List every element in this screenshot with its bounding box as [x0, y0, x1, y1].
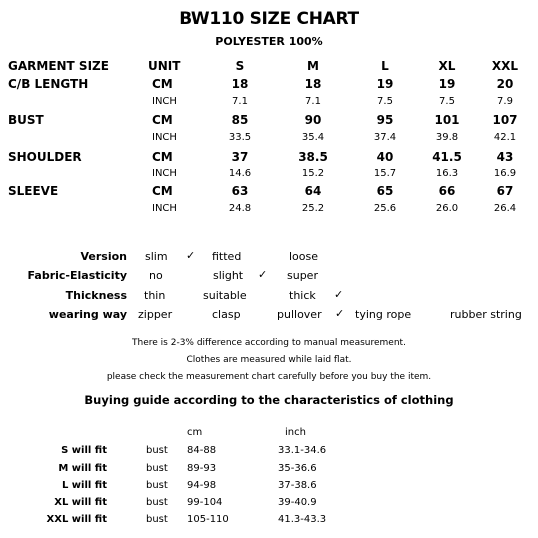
cell-cb-inch-s: 7.1 — [232, 96, 248, 107]
attr-label-thickness: Thickness — [65, 289, 127, 302]
attr-option: tying rope — [355, 308, 412, 321]
attr-label-fabric-elasticity: Fabric-Elasticity — [27, 269, 127, 282]
cell-bust-cm-xxl: 107 — [492, 113, 518, 127]
cell-sleeve-inch-xl: 26.0 — [435, 203, 459, 214]
attr-option: thin — [144, 289, 166, 302]
cell-bust-cm-l: 95 — [376, 113, 394, 127]
guide-row-part: bust — [146, 463, 168, 474]
attr-label-version: Version — [80, 250, 127, 263]
cell-shoulder-inch-m: 15.2 — [301, 168, 325, 179]
cell-shoulder-inch-xxl: 16.9 — [493, 168, 517, 179]
guide-row-label: S will fit — [61, 445, 107, 456]
note-line: please check the measurement chart carefully before you buy the item. — [106, 372, 432, 382]
cell-cb-cm-xxl: 20 — [496, 77, 514, 91]
header-garment-size: GARMENT SIZE — [8, 59, 109, 73]
attr-option: slight — [213, 269, 244, 282]
chart-subtitle: POLYESTER 100% — [215, 35, 323, 48]
row-label-sleeve: SLEEVE — [8, 184, 59, 198]
row-label-cb-length: C/B LENGTH — [8, 77, 89, 91]
unit-inch: INCH — [152, 203, 177, 214]
cell-sleeve-cm-xl: 66 — [438, 184, 456, 198]
attr-option: suitable — [203, 289, 247, 302]
guide-row-label: XL will fit — [54, 497, 107, 508]
attr-option: super — [287, 269, 318, 282]
attr-option: thick — [289, 289, 316, 302]
cell-bust-inch-s: 33.5 — [228, 132, 252, 143]
check-icon: ✓ — [335, 307, 345, 320]
guide-row-part: bust — [146, 497, 168, 508]
cell-sleeve-inch-xxl: 26.4 — [493, 203, 517, 214]
guide-col-cm: cm — [187, 427, 203, 438]
check-icon: ✓ — [186, 249, 196, 262]
guide-row-cm: 89-93 — [187, 463, 217, 474]
header-size-l: L — [381, 59, 389, 73]
header-size-xxl: XXL — [491, 59, 519, 73]
unit-inch: INCH — [152, 168, 177, 179]
guide-row-part: bust — [146, 445, 168, 456]
attr-option: zipper — [138, 308, 173, 321]
row-label-shoulder: SHOULDER — [8, 150, 82, 164]
attr-label-wearing-way: wearing way — [48, 308, 127, 321]
cell-shoulder-cm-m: 38.5 — [298, 150, 328, 164]
guide-row-inch: 41.3-43.3 — [278, 514, 327, 525]
guide-row-part: bust — [146, 514, 168, 525]
note-line: There is 2-3% difference according to manual measurement. — [132, 338, 406, 348]
cell-cb-cm-m: 18 — [304, 77, 322, 91]
cell-shoulder-inch-l: 15.7 — [373, 168, 397, 179]
cell-cb-inch-m: 7.1 — [305, 96, 321, 107]
cell-sleeve-cm-m: 64 — [304, 184, 322, 198]
unit-cm: CM — [152, 77, 173, 91]
check-icon: ✓ — [334, 288, 344, 301]
cell-sleeve-cm-l: 65 — [376, 184, 394, 198]
cell-shoulder-inch-s: 14.6 — [228, 168, 252, 179]
attr-option: pullover — [277, 308, 322, 321]
unit-inch: INCH — [152, 132, 177, 143]
guide-row-part: bust — [146, 480, 168, 491]
cell-sleeve-cm-s: 63 — [231, 184, 249, 198]
attr-option: rubber string — [450, 308, 522, 321]
cell-bust-cm-s: 85 — [231, 113, 249, 127]
check-icon: ✓ — [258, 268, 268, 281]
cell-cb-inch-xl: 7.5 — [439, 96, 455, 107]
attr-option: no — [149, 269, 163, 282]
guide-row-cm: 99-104 — [187, 497, 223, 508]
cell-sleeve-inch-s: 24.8 — [228, 203, 252, 214]
guide-row-label: XXL will fit — [46, 514, 107, 525]
header-size-s: S — [235, 59, 245, 73]
cell-sleeve-inch-m: 25.2 — [301, 203, 325, 214]
note-line: Clothes are measured while laid flat. — [186, 355, 352, 365]
guide-row-cm: 105-110 — [187, 514, 229, 525]
unit-cm: CM — [152, 150, 173, 164]
guide-row-inch: 35-36.6 — [278, 463, 317, 474]
chart-title: BW110 SIZE CHART — [179, 9, 359, 29]
cell-shoulder-cm-xxl: 43 — [496, 150, 514, 164]
buying-guide-title: Buying guide according to the characteristics of clothing — [84, 393, 454, 407]
attr-option: loose — [289, 250, 319, 263]
cell-shoulder-cm-l: 40 — [376, 150, 394, 164]
cell-bust-inch-m: 35.4 — [301, 132, 325, 143]
header-unit: UNIT — [148, 59, 181, 73]
cell-cb-inch-xxl: 7.9 — [497, 96, 513, 107]
attr-option: clasp — [212, 308, 241, 321]
cell-bust-inch-xxl: 42.1 — [493, 132, 517, 143]
guide-row-inch: 39-40.9 — [278, 497, 317, 508]
cell-sleeve-cm-xxl: 67 — [496, 184, 514, 198]
cell-shoulder-cm-s: 37 — [231, 150, 249, 164]
guide-row-inch: 37-38.6 — [278, 480, 317, 491]
header-size-m: M — [307, 59, 319, 73]
unit-cm: CM — [152, 113, 173, 127]
header-size-xl: XL — [438, 59, 456, 73]
unit-inch: INCH — [152, 96, 177, 107]
attr-option: fitted — [212, 250, 242, 263]
cell-bust-cm-xl: 101 — [434, 113, 460, 127]
guide-row-cm: 94-98 — [187, 480, 217, 491]
cell-sleeve-inch-l: 25.6 — [373, 203, 397, 214]
cell-bust-inch-xl: 39.8 — [435, 132, 459, 143]
guide-row-label: L will fit — [61, 480, 107, 491]
cell-shoulder-cm-xl: 41.5 — [432, 150, 462, 164]
cell-cb-inch-l: 7.5 — [377, 96, 393, 107]
guide-row-cm: 84-88 — [187, 445, 217, 456]
cell-cb-cm-l: 19 — [376, 77, 394, 91]
cell-cb-cm-s: 18 — [231, 77, 249, 91]
attr-option: slim — [145, 250, 168, 263]
unit-cm: CM — [152, 184, 173, 198]
cell-bust-inch-l: 37.4 — [373, 132, 397, 143]
cell-bust-cm-m: 90 — [304, 113, 322, 127]
guide-col-inch: inch — [285, 427, 306, 438]
guide-row-inch: 33.1-34.6 — [278, 445, 327, 456]
cell-shoulder-inch-xl: 16.3 — [435, 168, 459, 179]
cell-cb-cm-xl: 19 — [438, 77, 456, 91]
guide-row-label: M will fit — [58, 463, 107, 474]
row-label-bust: BUST — [8, 113, 44, 127]
